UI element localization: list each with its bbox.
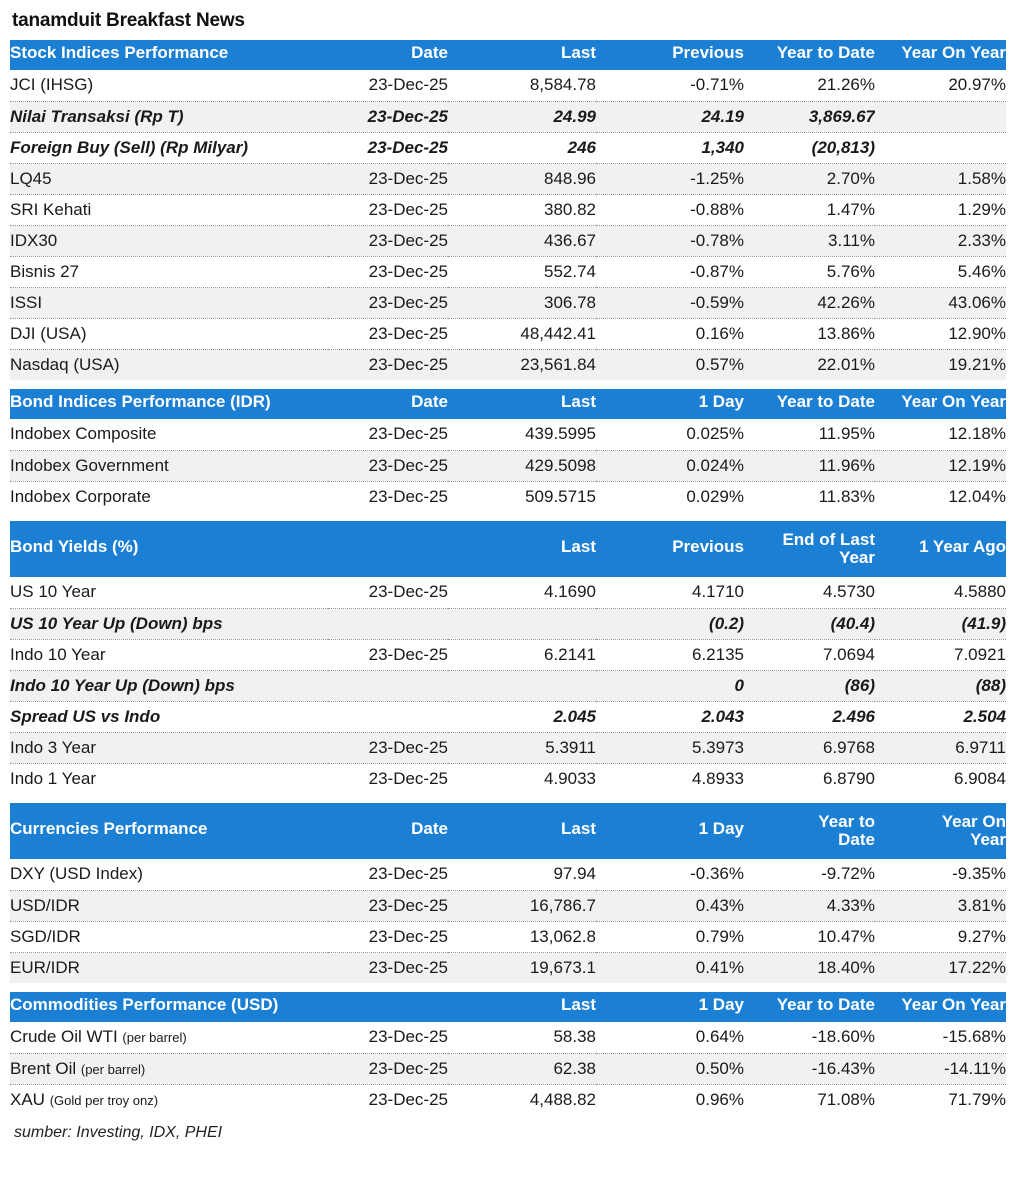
row-value: 2.504 xyxy=(875,701,1006,732)
row-value: 509.5715 xyxy=(448,481,596,512)
tables-container xyxy=(10,40,1006,1115)
row-label: USD/IDR xyxy=(10,890,328,921)
row-value: -9.35% xyxy=(875,859,1006,890)
table-row xyxy=(10,132,1006,163)
row-value: 5.3911 xyxy=(448,732,596,763)
row-value: 11.96% xyxy=(744,450,875,481)
row-label: Nilai Transaksi (Rp T) xyxy=(10,101,328,132)
column-header: Commodities Performance (USD) xyxy=(10,992,328,1022)
table-row xyxy=(10,1053,1006,1084)
row-value: 8,584.78 xyxy=(448,70,596,101)
row-value: 436.67 xyxy=(448,225,596,256)
row-label: Indobex Composite xyxy=(10,419,328,450)
row-value xyxy=(875,101,1006,132)
row-value: 3,869.67 xyxy=(744,101,875,132)
row-value: 1.47% xyxy=(744,194,875,225)
row-label: Nasdaq (USA) xyxy=(10,349,328,380)
row-value: 23-Dec-25 xyxy=(328,577,448,608)
column-header: 1 Year Ago xyxy=(875,521,1006,577)
row-value: 2.33% xyxy=(875,225,1006,256)
row-value: 23-Dec-25 xyxy=(328,225,448,256)
table-row xyxy=(10,481,1006,512)
row-value: (88) xyxy=(875,670,1006,701)
row-value xyxy=(328,608,448,639)
row-value xyxy=(448,670,596,701)
row-value: 12.04% xyxy=(875,481,1006,512)
section-spacer xyxy=(10,794,1006,803)
row-value: 71.79% xyxy=(875,1084,1006,1115)
table-row xyxy=(10,763,1006,794)
row-label: Brent Oil (per barrel) xyxy=(10,1053,328,1084)
row-value: 2.496 xyxy=(744,701,875,732)
row-value: 23-Dec-25 xyxy=(328,890,448,921)
row-value: 4.5880 xyxy=(875,577,1006,608)
row-value: 11.95% xyxy=(744,419,875,450)
table-row xyxy=(10,859,1006,890)
row-value: 2.70% xyxy=(744,163,875,194)
row-value: 23-Dec-25 xyxy=(328,639,448,670)
column-header: Year to Date xyxy=(744,389,875,419)
column-header: Last xyxy=(448,389,596,419)
table-row xyxy=(10,670,1006,701)
row-value: (40.4) xyxy=(744,608,875,639)
row-value: 16,786.7 xyxy=(448,890,596,921)
row-value: 0 xyxy=(596,670,744,701)
table-currencies xyxy=(10,803,1006,983)
row-value: 20.97% xyxy=(875,70,1006,101)
row-value: 97.94 xyxy=(448,859,596,890)
row-value: 22.01% xyxy=(744,349,875,380)
row-value: 0.024% xyxy=(596,450,744,481)
row-value: -0.71% xyxy=(596,70,744,101)
row-value: 12.18% xyxy=(875,419,1006,450)
row-label: XAU (Gold per troy onz) xyxy=(10,1084,328,1115)
row-value: -18.60% xyxy=(744,1022,875,1053)
row-value: 6.9768 xyxy=(744,732,875,763)
table-header-row xyxy=(10,992,1006,1022)
row-value: (41.9) xyxy=(875,608,1006,639)
table-row xyxy=(10,70,1006,101)
row-label: IDX30 xyxy=(10,225,328,256)
row-value: 5.76% xyxy=(744,256,875,287)
row-value: 4.1710 xyxy=(596,577,744,608)
row-value: 48,442.41 xyxy=(448,318,596,349)
table-header-row xyxy=(10,40,1006,70)
row-value: -0.78% xyxy=(596,225,744,256)
row-value: 7.0921 xyxy=(875,639,1006,670)
row-value: 12.90% xyxy=(875,318,1006,349)
row-value: 5.3973 xyxy=(596,732,744,763)
row-value: 6.2135 xyxy=(596,639,744,670)
column-header: End of Last Year xyxy=(744,521,875,577)
table-row xyxy=(10,608,1006,639)
row-value: 3.81% xyxy=(875,890,1006,921)
row-value xyxy=(328,701,448,732)
row-value: 2.043 xyxy=(596,701,744,732)
row-value: 4.5730 xyxy=(744,577,875,608)
row-value: 552.74 xyxy=(448,256,596,287)
row-value: 4.9033 xyxy=(448,763,596,794)
table-row xyxy=(10,890,1006,921)
table-row xyxy=(10,101,1006,132)
row-value: 23-Dec-25 xyxy=(328,419,448,450)
row-value: 306.78 xyxy=(448,287,596,318)
column-header: Currencies Performance xyxy=(10,803,328,859)
table-header-row xyxy=(10,521,1006,577)
table-row xyxy=(10,419,1006,450)
table-bond-yields xyxy=(10,521,1006,794)
row-value: 23-Dec-25 xyxy=(328,194,448,225)
row-label: Crude Oil WTI (per barrel) xyxy=(10,1022,328,1053)
source-note: sumber: Investing, IDX, PHEI xyxy=(14,1124,223,1141)
row-label: Foreign Buy (Sell) (Rp Milyar) xyxy=(10,132,328,163)
row-value: 23-Dec-25 xyxy=(328,287,448,318)
column-header: Last xyxy=(448,803,596,859)
table-row xyxy=(10,225,1006,256)
column-header: 1 Day xyxy=(596,992,744,1022)
row-value: -0.59% xyxy=(596,287,744,318)
row-value: 23-Dec-25 xyxy=(328,1084,448,1115)
row-label: US 10 Year Up (Down) bps xyxy=(10,608,328,639)
row-value: 380.82 xyxy=(448,194,596,225)
row-value: -14.11% xyxy=(875,1053,1006,1084)
column-header: Date xyxy=(328,803,448,859)
section-spacer xyxy=(10,983,1006,992)
column-header: Last xyxy=(448,521,596,577)
row-value: -0.87% xyxy=(596,256,744,287)
row-label: EUR/IDR xyxy=(10,952,328,983)
row-value: 439.5995 xyxy=(448,419,596,450)
row-value: 6.9711 xyxy=(875,732,1006,763)
column-header: Last xyxy=(448,992,596,1022)
row-value: 0.16% xyxy=(596,318,744,349)
row-label: US 10 Year xyxy=(10,577,328,608)
row-value: 23-Dec-25 xyxy=(328,952,448,983)
table-row xyxy=(10,1022,1006,1053)
row-value: -0.36% xyxy=(596,859,744,890)
table-row xyxy=(10,194,1006,225)
row-value: 2.045 xyxy=(448,701,596,732)
row-label: Indo 1 Year xyxy=(10,763,328,794)
column-header: 1 Day xyxy=(596,389,744,419)
row-value: -15.68% xyxy=(875,1022,1006,1053)
row-value: 23-Dec-25 xyxy=(328,70,448,101)
row-value: 4,488.82 xyxy=(448,1084,596,1115)
table-header-row xyxy=(10,389,1006,419)
row-value: 23-Dec-25 xyxy=(328,101,448,132)
table-bond-indices xyxy=(10,389,1006,512)
row-value: 9.27% xyxy=(875,921,1006,952)
row-value: -16.43% xyxy=(744,1053,875,1084)
row-value: 23-Dec-25 xyxy=(328,859,448,890)
section-spacer xyxy=(10,380,1006,389)
row-value: (86) xyxy=(744,670,875,701)
column-header: 1 Day xyxy=(596,803,744,859)
row-value: 58.38 xyxy=(448,1022,596,1053)
row-value: 0.96% xyxy=(596,1084,744,1115)
column-header: Bond Indices Performance (IDR) xyxy=(10,389,328,419)
row-value: 23-Dec-25 xyxy=(328,132,448,163)
row-label: DXY (USD Index) xyxy=(10,859,328,890)
row-value: 13.86% xyxy=(744,318,875,349)
row-value: 6.2141 xyxy=(448,639,596,670)
table-row xyxy=(10,256,1006,287)
column-header: Year to Date xyxy=(744,40,875,70)
column-header: Year On Year xyxy=(875,40,1006,70)
column-header: Date xyxy=(328,40,448,70)
row-value: 18.40% xyxy=(744,952,875,983)
row-value: 0.025% xyxy=(596,419,744,450)
column-header xyxy=(328,521,448,577)
row-value: 13,062.8 xyxy=(448,921,596,952)
row-value: 21.26% xyxy=(744,70,875,101)
row-value: 23-Dec-25 xyxy=(328,450,448,481)
row-value: 429.5098 xyxy=(448,450,596,481)
table-stock-indices xyxy=(10,40,1006,380)
row-label: Bisnis 27 xyxy=(10,256,328,287)
row-value: 0.41% xyxy=(596,952,744,983)
table-commodities xyxy=(10,992,1006,1115)
table-row xyxy=(10,287,1006,318)
column-header: Year to Date xyxy=(744,803,875,859)
row-label: SGD/IDR xyxy=(10,921,328,952)
row-value: 23-Dec-25 xyxy=(328,349,448,380)
table-row xyxy=(10,1084,1006,1115)
row-value: 4.33% xyxy=(744,890,875,921)
row-value: 23-Dec-25 xyxy=(328,1053,448,1084)
row-value: 0.029% xyxy=(596,481,744,512)
table-row xyxy=(10,450,1006,481)
row-value xyxy=(328,670,448,701)
column-header: Year On Year xyxy=(875,992,1006,1022)
row-value: (20,813) xyxy=(744,132,875,163)
row-value: 4.1690 xyxy=(448,577,596,608)
column-header: Year On Year xyxy=(875,389,1006,419)
row-value: 4.8933 xyxy=(596,763,744,794)
row-value: 3.11% xyxy=(744,225,875,256)
row-label: Indo 10 Year xyxy=(10,639,328,670)
row-value: 1,340 xyxy=(596,132,744,163)
row-value: 71.08% xyxy=(744,1084,875,1115)
row-value: 23-Dec-25 xyxy=(328,318,448,349)
row-value: 24.99 xyxy=(448,101,596,132)
column-header xyxy=(328,992,448,1022)
section-spacer xyxy=(10,512,1006,521)
row-value: 5.46% xyxy=(875,256,1006,287)
row-value: 1.29% xyxy=(875,194,1006,225)
row-label: Indo 3 Year xyxy=(10,732,328,763)
row-label: LQ45 xyxy=(10,163,328,194)
row-value: 12.19% xyxy=(875,450,1006,481)
column-header: Date xyxy=(328,389,448,419)
table-row xyxy=(10,921,1006,952)
column-header: Stock Indices Performance xyxy=(10,40,328,70)
row-value: 0.43% xyxy=(596,890,744,921)
table-row xyxy=(10,952,1006,983)
row-value: 19.21% xyxy=(875,349,1006,380)
row-value: 23-Dec-25 xyxy=(328,732,448,763)
row-value: -1.25% xyxy=(596,163,744,194)
page-title: tanamduit Breakfast News xyxy=(12,10,245,31)
row-label: JCI (IHSG) xyxy=(10,70,328,101)
row-value xyxy=(448,608,596,639)
table-row xyxy=(10,349,1006,380)
row-value: 848.96 xyxy=(448,163,596,194)
row-value: 1.58% xyxy=(875,163,1006,194)
row-value: 6.8790 xyxy=(744,763,875,794)
row-value: -9.72% xyxy=(744,859,875,890)
row-value xyxy=(875,132,1006,163)
row-value: 23-Dec-25 xyxy=(328,256,448,287)
row-value: 246 xyxy=(448,132,596,163)
row-value: 23-Dec-25 xyxy=(328,163,448,194)
table-row xyxy=(10,163,1006,194)
table-row xyxy=(10,639,1006,670)
row-value: 23-Dec-25 xyxy=(328,481,448,512)
row-label: ISSI xyxy=(10,287,328,318)
row-value: 23-Dec-25 xyxy=(328,763,448,794)
row-value: 24.19 xyxy=(596,101,744,132)
row-value: 43.06% xyxy=(875,287,1006,318)
table-row xyxy=(10,577,1006,608)
table-row xyxy=(10,732,1006,763)
column-header: Year to Date xyxy=(744,992,875,1022)
row-label: SRI Kehati xyxy=(10,194,328,225)
row-value: 7.0694 xyxy=(744,639,875,670)
row-label: Indo 10 Year Up (Down) bps xyxy=(10,670,328,701)
row-label: Spread US vs Indo xyxy=(10,701,328,732)
column-header: Previous xyxy=(596,40,744,70)
table-row xyxy=(10,701,1006,732)
row-value: 11.83% xyxy=(744,481,875,512)
column-header: Year On Year xyxy=(875,803,1006,859)
row-label: DJI (USA) xyxy=(10,318,328,349)
row-value: 19,673.1 xyxy=(448,952,596,983)
row-value: 23-Dec-25 xyxy=(328,1022,448,1053)
row-value: 42.26% xyxy=(744,287,875,318)
row-value: 23-Dec-25 xyxy=(328,921,448,952)
row-value: (0.2) xyxy=(596,608,744,639)
row-value: 0.64% xyxy=(596,1022,744,1053)
row-value: -0.88% xyxy=(596,194,744,225)
column-header: Last xyxy=(448,40,596,70)
row-label: Indobex Corporate xyxy=(10,481,328,512)
row-value: 23,561.84 xyxy=(448,349,596,380)
row-value: 0.79% xyxy=(596,921,744,952)
table-row xyxy=(10,318,1006,349)
column-header: Bond Yields (%) xyxy=(10,521,328,577)
row-label: Indobex Government xyxy=(10,450,328,481)
row-value: 10.47% xyxy=(744,921,875,952)
table-header-row xyxy=(10,803,1006,859)
row-value: 17.22% xyxy=(875,952,1006,983)
row-value: 0.57% xyxy=(596,349,744,380)
column-header: Previous xyxy=(596,521,744,577)
row-value: 6.9084 xyxy=(875,763,1006,794)
row-value: 0.50% xyxy=(596,1053,744,1084)
row-value: 62.38 xyxy=(448,1053,596,1084)
